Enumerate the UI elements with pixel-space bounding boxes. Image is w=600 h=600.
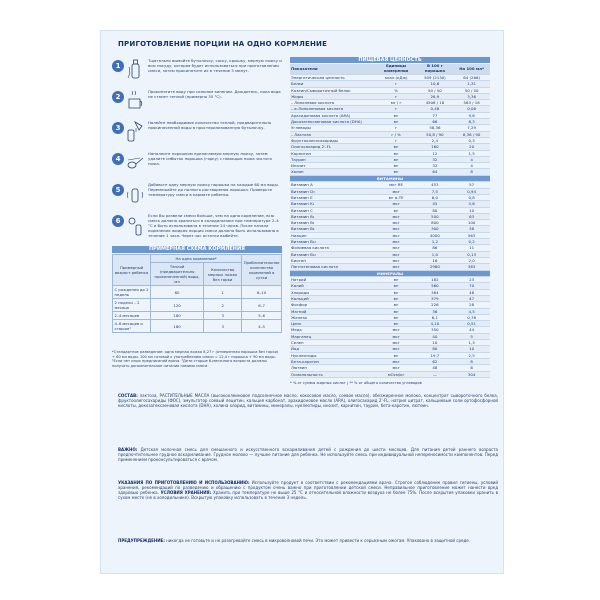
table-row: Фосфор мг 226 28 [290,302,490,308]
table-row: Углеводы г 58,36 7,29 [290,125,490,131]
measuring-spoon-icon [126,151,144,175]
schedule-col-age: Примерный возраст ребенка [113,255,151,286]
table-row: Витамин B₁₂ мкг 1,2 0,2 [290,239,490,245]
table-row: Холин мг 64 8 [290,169,490,175]
table-row: Таурин мг 32 4 [290,156,490,162]
step-2 [112,89,280,117]
kettle-icon [126,89,144,113]
schedule-col-water: Теплой (предварительно прокипяченной) воды, мл [151,263,204,286]
feeding-schedule-table [112,254,282,333]
section-header-row: МИНЕРАЛЫ [290,270,490,277]
table-row: 4–6 месяцев и старше¹ 180 3 4–5 [113,320,282,333]
table-row: Олигосахарид 2'-FL мг 160 20 [290,144,490,150]
table-row: Витамин B₆ мкг 300 38 [290,226,490,232]
step-6 [112,213,280,241]
table-row: Железо мг 6,1 0,76 [290,314,490,320]
table-row: Натрий мг 182 23 [290,277,490,283]
table-row: Витамин D₃ мкг 7,5 0,94 [290,188,490,194]
nutrition-table [290,64,490,378]
table-row: Осмоляльность мОсм/кг — 304 [290,371,490,377]
table-row: Йод мкг 80 10 [290,346,490,352]
step-text: Прокипятите воду при сильном кипении. Дождитесь, пока вода не станет теплой (примерно 35 °C). [148,89,281,99]
table-row: 2 недели – 2 месяца 120 2 6–7 [113,299,282,312]
table-row: Витамин B₁₂ мкг 1,0 0,13 [290,251,490,257]
table-row: Фолиевая кислота мкг 86 11 [290,245,490,251]
step-4 [112,151,280,179]
table-row: Кальций мг 379 47 [290,295,490,301]
table-row: Калий мг 560 70 [290,283,490,289]
step-number: 5 [112,184,124,196]
table-row: Витамин B₁ мкг 500 63 [290,213,490,219]
table-row: Жиры г 26,9 3,36 [290,93,490,99]
table-row: Белки г 10,6 1,31 [290,81,490,87]
schedule-footnote: *Стандартное разведение: одна мерная ложка 8,27 г (отмеренная порошка без горки) + 60 мл воды. 100 мл готовой к употреблению смеси = 12,4 г порошка + 90 мл воды. ¹Если нет иных предписаний врача. ²Дети старше 6-месячного возраста должны получать дополнительное питание помимо смеси. [112,350,279,368]
warning-text: ПРЕДУПРЕЖДЕНИЕ: никогда не готовьте и не разогревайте смесь в микроволновой печи. Это может привести к серьезным ожогам. Упаковано в защитной среде. [118,538,470,543]
table-row: Витамин C мг 80 10 [290,207,490,213]
table-row: Витамин A мкг RE 453 57 [290,182,490,188]
step-number: 2 [112,91,124,103]
table-row: 2–4 месяцев 180 3 5–6 [113,312,282,320]
step-5 [112,182,280,210]
nutrition-title: ПИЩЕВАЯ ЦЕННОСТЬ [290,57,490,63]
step-number: 1 [112,60,124,72]
pour-water-icon [126,120,144,144]
table-row: Докозагексаеновая кислота (DHA) мг 66 8,3 [290,119,490,125]
table-row: Цинк мг 4,10 0,51 [290,321,490,327]
notice-text: ВАЖНО: Детская молочная смесь для смешанного и искусственного вскармливания детей с рождения до шести месяцев. Для питания детей раннего возраста предпочтительнее грудное вскармливание. Грудное молоко — лучшее питание для ребенка. Не используйте смесь при индивидуальной непереносимости компонентов. Перед применением проконсультироваться с врачом. [118,447,498,462]
table-row: Хлориды мг 384 48 [290,289,490,295]
table-row: Лютеин мкг 48 6 [290,365,490,371]
table-row: Витамин K₁ мкг 45 5,6 [290,201,490,207]
table-row: Витамин E мг α-TE 6,0 0,8 [290,194,490,200]
table-row: Биотин мкг 16 2,0 [290,257,490,263]
nutrition-header-row: Показатели Единицы измерения В 100 г порошка На 100 мл* [290,64,490,75]
step-3 [112,120,280,148]
bottle-wash-icon [126,58,144,82]
schedule-col-group: На одно кормление* [151,255,242,263]
schedule-col-spoons: Количество мерных ложек без горки [204,263,242,286]
table-row: Фруктоолигосахариды г 2,4 0,3 [290,137,490,143]
step-text: Добавьте одну мерную ложку порошка на каждые 60 мл воды. Перемешайте до полного растворения порошка. Проверьте температуру смеси в кармате ребенка. [148,182,279,197]
table-row: Марганец мкг 40 5 [290,333,490,339]
table-row: Магний мг 36 4,5 [290,308,490,314]
table-row: Инозит мг 32 4 [290,163,490,169]
table-row: – Лактоза г / % 50,8 / 90 6,36 / 90 [290,131,490,137]
section-header-row: ВИТАМИНЫ [290,175,490,182]
table-row: С рождения до 2 недель 60 1 8–10 [113,286,282,299]
step-text: Если Вы развели смеси больше, чем на одно кормление, всю смесь должна храниться в холодильнике при температуре 2–4 °C и быть использована в течение 24 часов. После начала кормления жидкая порция смеси должна быть использована в течение 1 часа. Через час остатки выбейте. [148,213,279,238]
table-row: Арахидоновая кислота (ARA) мг 77 9,6 [290,112,490,118]
nutrition-footnote: * % от суммы жирных кислот | ** % от общего количества углеводов [290,381,422,385]
preparation-instructions-text: УКАЗАНИЯ ПО ПРИГОТОВЛЕНИЮ И ИСПОЛЬЗОВАНИЮ: Используйте продукт в соответствии с рекомендациями врача. Строгое соблюдение правил гигиены, условий хранения, рекомендаций по разведению и обращению с продуктом очень важно при приготовлении детской смеси. Неправильное приготовление может нанести вред здоровью ребенка. УСЛОВИЯ ХРАНЕНИЯ: Хранить при температуре не выше 25 °C и относительной влажности воздуха не более 75%. После вскрытия упаковки хранить в сухом месте (не в холодильнике). Вскрытую упаковку использовать в течение 3 недель. [118,480,499,500]
step-text: Наполните порошком прилагаемую мерную ложку, затем удалите избыток порошка (горку) с помощью ножа чистого ножа. [148,151,272,166]
schedule-col-feeds: Приблизительное количество кормлений в сутки [242,255,282,286]
step-number: 3 [112,122,124,134]
step-1 [112,58,280,86]
table-row: Витамин B₂ мкг 800 100 [290,220,490,226]
composition-text: СОСТАВ: лактоза, РАСТИТЕЛЬНЫЕ МАСЛА (высокоолеиновое подсолнечное масло, кокосовое масло, соевое масло), обезжиренное молоко, концентрат сывороточного белка, фруктоолигосахариды (ФОС), эмульгатор соевый лецитин, кальция карбонат, арахидоновое масло (ARA), олигосахарид 2'-FL, натрия цитрат, кальциевые соли ортофосфорной кислоты, докозагексаеновая кислота (DHA), холина хлорид, витамины, минералы, нуклеотиды, инозит, карнитин, таурин, бета-каротин, лютеин. [118,393,498,408]
table-row: Ниацин мкг 4000 563 [290,232,490,238]
feeding-icon [126,213,144,237]
step-text: Тщательно вымойте бутылочку, соску, крышку, мерную ложку и всю посуду, которая будет использоваться при приготовлении смеси, затем прокипятите их в течение 5 минут. [148,58,282,73]
schedule-title: ПРИМЕРНАЯ СХЕМА КОРМЛЕНИЯ [112,246,282,253]
preparation-steps [112,58,280,244]
table-row: Медь мкг 350 44 [290,327,490,333]
table-row: – α-Линоленовая кислота г 0,48 0,06 [290,106,490,112]
table-row: – Линолевая кислота мг / г 4508 / 18 563 / 18 [290,100,490,106]
step-number: 6 [112,215,124,227]
table-row: Карнитин мг 12 1,5 [290,150,490,156]
step-text: Налейте необходимое количество теплой, предварительно прокипяченной воды в простерилизованную бутылочку. [148,120,272,130]
table-row: Казеин/Сывороточный белок % 50 / 50 50 / 50 [290,87,490,93]
table-row: Нуклеотиды мг 19,7 2,5 [290,352,490,358]
table-row: Селен мкг 10 1,3 [290,340,490,346]
table-row: Энергетическая ценность ккал (кДж) 509 (2130) 64 (266) [290,75,490,81]
step-number: 4 [112,153,124,165]
table-row: Пантотеновая кислота мкг 2980 363 [290,264,490,270]
table-row: Бета-каротин мкг 62 8 [290,358,490,364]
shake-bottle-icon [126,182,144,206]
preparation-title: ПРИГОТОВЛЕНИЕ ПОРЦИИ НА ОДНО КОРМЛЕНИЕ [118,40,328,48]
